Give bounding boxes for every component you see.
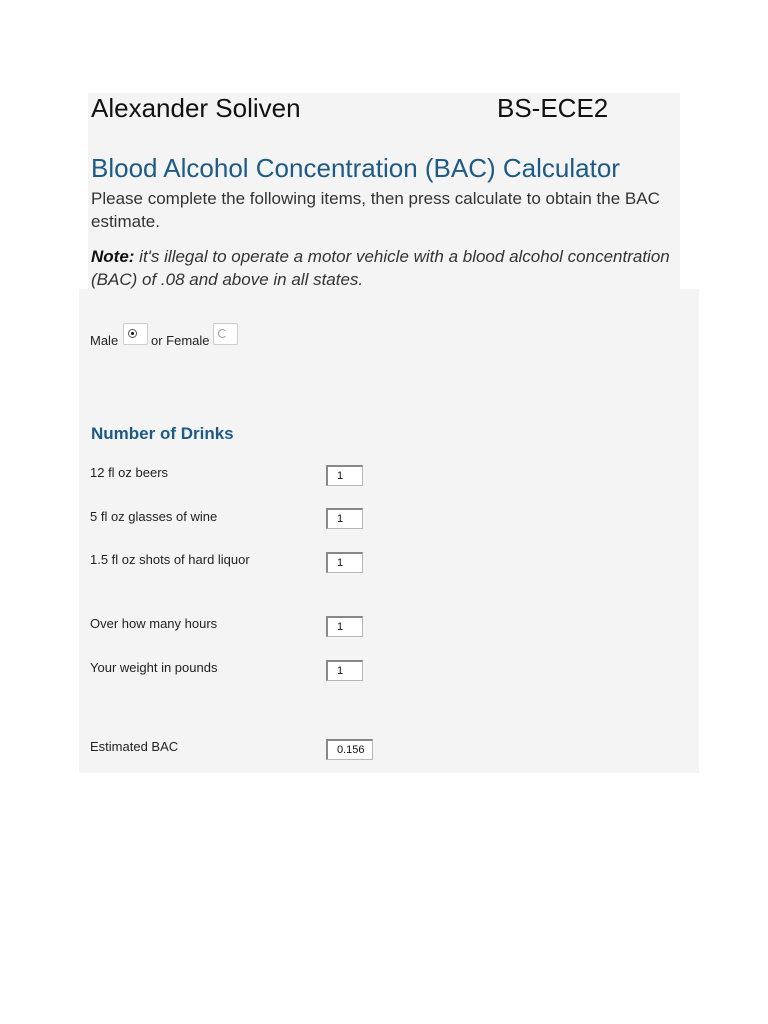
- author-course: BS-ECE2: [497, 93, 609, 123]
- page-title: Blood Alcohol Concentration (BAC) Calculator: [91, 153, 620, 183]
- bac-label: Estimated BAC: [90, 739, 179, 754]
- form-panel: [79, 289, 699, 773]
- weight-label: Your weight in pounds: [90, 660, 218, 675]
- radio-selected-icon: [128, 329, 137, 338]
- bac-output: 0.156: [326, 739, 373, 760]
- or-female-label: or Female: [151, 333, 210, 348]
- legal-note: [91, 245, 676, 291]
- wine-input[interactable]: 1: [326, 508, 363, 529]
- liquor-label: 1.5 fl oz shots of hard liquor: [90, 552, 250, 567]
- weight-input[interactable]: 1: [326, 660, 363, 681]
- section-title-drinks: Number of Drinks: [91, 424, 234, 443]
- hours-label: Over how many hours: [90, 616, 218, 631]
- beers-label: 12 fl oz beers: [90, 465, 169, 480]
- author-name: Alexander Soliven: [91, 93, 301, 123]
- intro-text: Please complete the following items, then press calculate to obtain the BAC estimate.: [91, 189, 660, 231]
- note-label: Note:: [91, 247, 135, 266]
- female-radio[interactable]: [213, 323, 238, 345]
- note-text: it's illegal to operate a motor vehicle with a blood alcohol concentration (BAC) of .08 and above in all states.: [91, 247, 670, 289]
- beers-input[interactable]: 1: [326, 465, 363, 486]
- radio-unselected-icon: [218, 329, 227, 338]
- wine-label: 5 fl oz glasses of wine: [90, 509, 218, 524]
- male-label: Male: [90, 333, 119, 348]
- male-radio[interactable]: [123, 323, 148, 345]
- liquor-input[interactable]: 1: [326, 552, 363, 573]
- hours-input[interactable]: 1: [326, 616, 363, 637]
